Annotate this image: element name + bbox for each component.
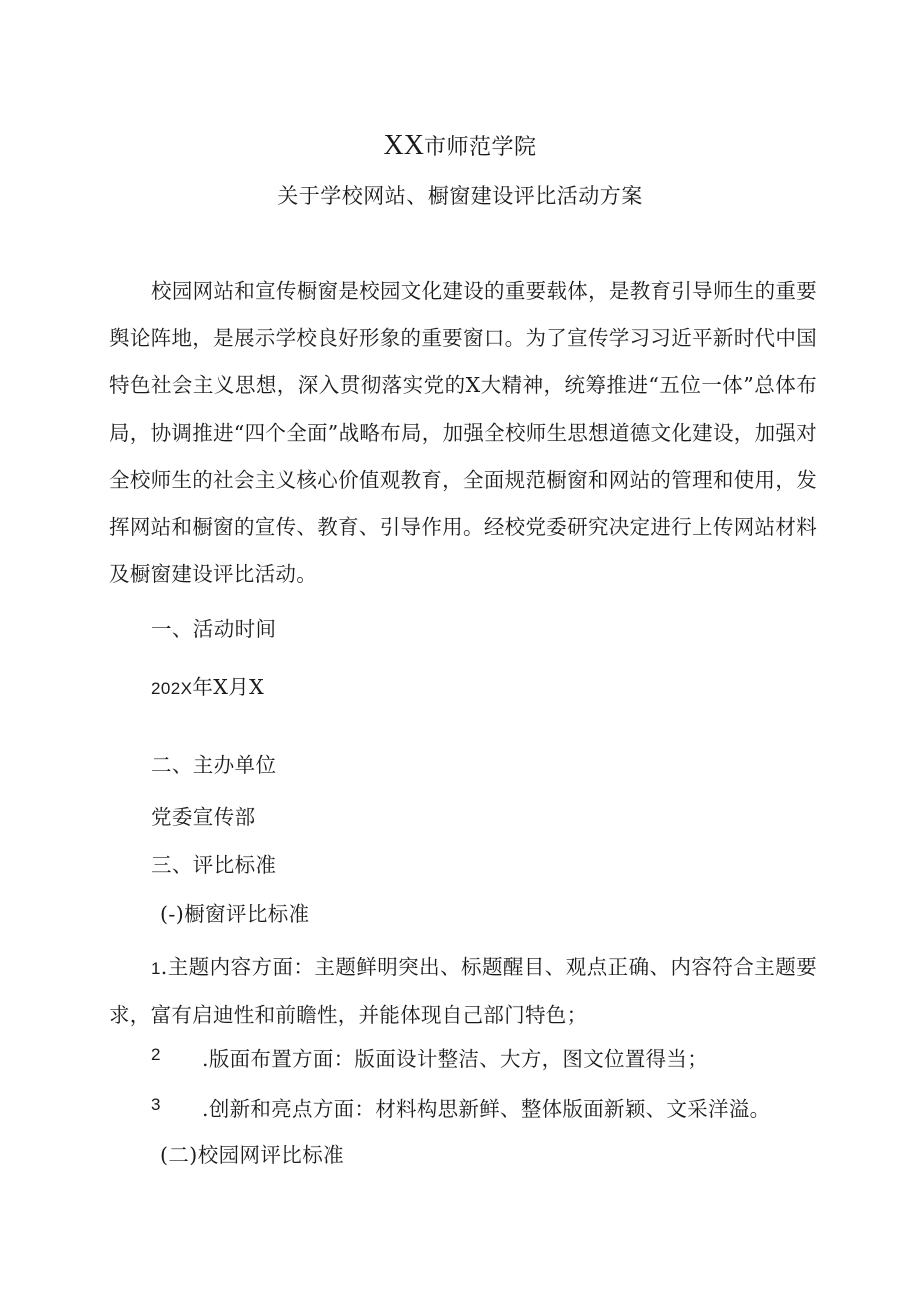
item-number: 3	[151, 1095, 161, 1114]
intro-paragraph: 校园网站和宣传橱窗是校园文化建设的重要载体，是教育引导师生的重要舆论阵地，是展示学校良好形象的重要窗口。为了宣传学习习近平新时代中国特色社会主义思想，深入贯彻落实党的X大精神，统筹推进“五位一体”总体布局，协调推进“四个全面”战略布局，加强全校师生思想道德文化建设，加强对全校师生的社会主义核心价值观教育，全面规范橱窗和网站的管理和使用，发挥网站和橱窗的宣传、教育、引导作用。经校党委研究决定进行上传网站材料及橱窗建设评比活动。	[109, 279, 817, 587]
item-text: .版面布置方面：版面设计整洁、大方，图文位置得当；	[202, 1047, 709, 1071]
item-number: 2	[151, 1045, 161, 1064]
item-text: .创新和亮点方面：材料构思新鲜、整体版面新颖、文采洋溢。	[202, 1097, 771, 1121]
activity-date	[151, 670, 264, 700]
item-text: .主题内容方面：主题鲜明突出、标题醒目、观点正确、内容符合主题要求，富有启迪性和前瞻性，并能体现自己部门特色；	[109, 955, 817, 1027]
subsection-heading-website: (二)校园网评比标准	[160, 1143, 344, 1167]
section-heading-time: 一、活动时间	[151, 617, 277, 641]
date-year: 202X	[151, 679, 193, 698]
title-org: 市师范学院	[423, 135, 537, 160]
section-heading-criteria: 三、评比标准	[151, 853, 277, 877]
subsection-heading-window: (-)橱窗评比标准	[160, 902, 310, 926]
item-number: 1	[151, 959, 161, 978]
organizer: 党委宣传部	[151, 805, 256, 829]
document-subtitle: 关于学校网站、橱窗建设评比活动方案	[277, 184, 643, 208]
date-rest: 年X月X	[192, 675, 265, 699]
criteria-item	[109, 944, 817, 1039]
title-xx: XX	[383, 130, 424, 161]
section-heading-organizer: 二、主办单位	[151, 753, 277, 777]
document-title	[0, 130, 920, 162]
